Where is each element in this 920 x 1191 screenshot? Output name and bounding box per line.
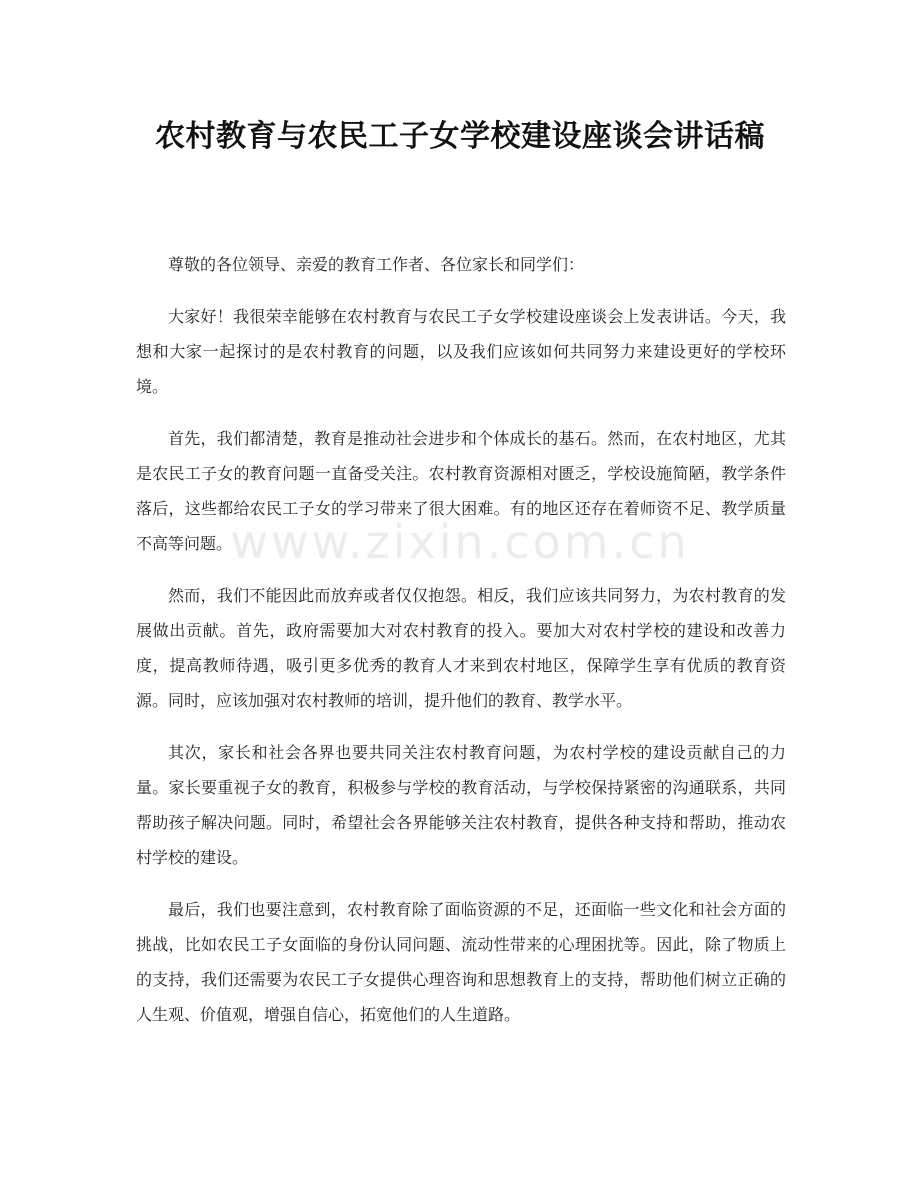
salutation-paragraph: 尊敬的各位领导、亲爱的教育工作者、各位家长和同学们：	[168, 255, 585, 274]
watermark: www.zixin.com.cn	[230, 515, 690, 569]
document-title: 农村教育与农民工子女学校建设座谈会讲话稿	[155, 119, 765, 154]
body-paragraph: 其次，家长和社会各界也要共同关注农村教育问题，为农村学校的建设贡献自己的力量。家长要重视子女的教育，积极参与学校的教育活动，与学校保持紧密的沟通联系，共同帮助孩子解决问题。同时，希望社会各界能够关注农村教育，提供各种支持和帮助，推动农村学校的建设。	[136, 743, 786, 867]
body-paragraph: 首先，我们都清楚，教育是推动社会进步和个体成长的基石。然而，在农村地区，尤其是农民工子女的教育问题一直备受关注。农村教育资源相对匮乏，学校设施简陋，教学条件落后，这些都给农民工子女的学习带来了很大困难。有的地区还存在着师资不足、教学质量不高等问题。	[136, 429, 786, 553]
body-paragraph: 大家好！我很荣幸能够在农村教育与农民工子女学校建设座谈会上发表讲话。今天，我想和大家一起探讨的是农村教育的问题，以及我们应该如何共同努力来建设更好的学校环境。	[136, 307, 786, 396]
body-paragraph: 最后，我们也要注意到，农村教育除了面临资源的不足，还面临一些文化和社会方面的挑战，比如农民工子女面临的身份认同问题、流动性带来的心理困扰等。因此，除了物质上的支持，我们还需要为农民工子女提供心理咨询和思想教育上的支持，帮助他们树立正确的人生观、价值观，增强自信心，拓宽他们的人生道路。	[136, 900, 786, 1024]
body-paragraph: 然而，我们不能因此而放弃或者仅仅抱怨。相反，我们应该共同努力，为农村教育的发展做出贡献。首先，政府需要加大对农村教育的投入。要加大对农村学校的建设和改善力度，提高教师待遇，吸引更多优秀的教育人才来到农村地区，保障学生享有优质的教育资源。同时，应该加强对农村教师的培训，提升他们的教育、教学水平。	[136, 586, 786, 710]
document-body	[136, 247, 786, 1049]
